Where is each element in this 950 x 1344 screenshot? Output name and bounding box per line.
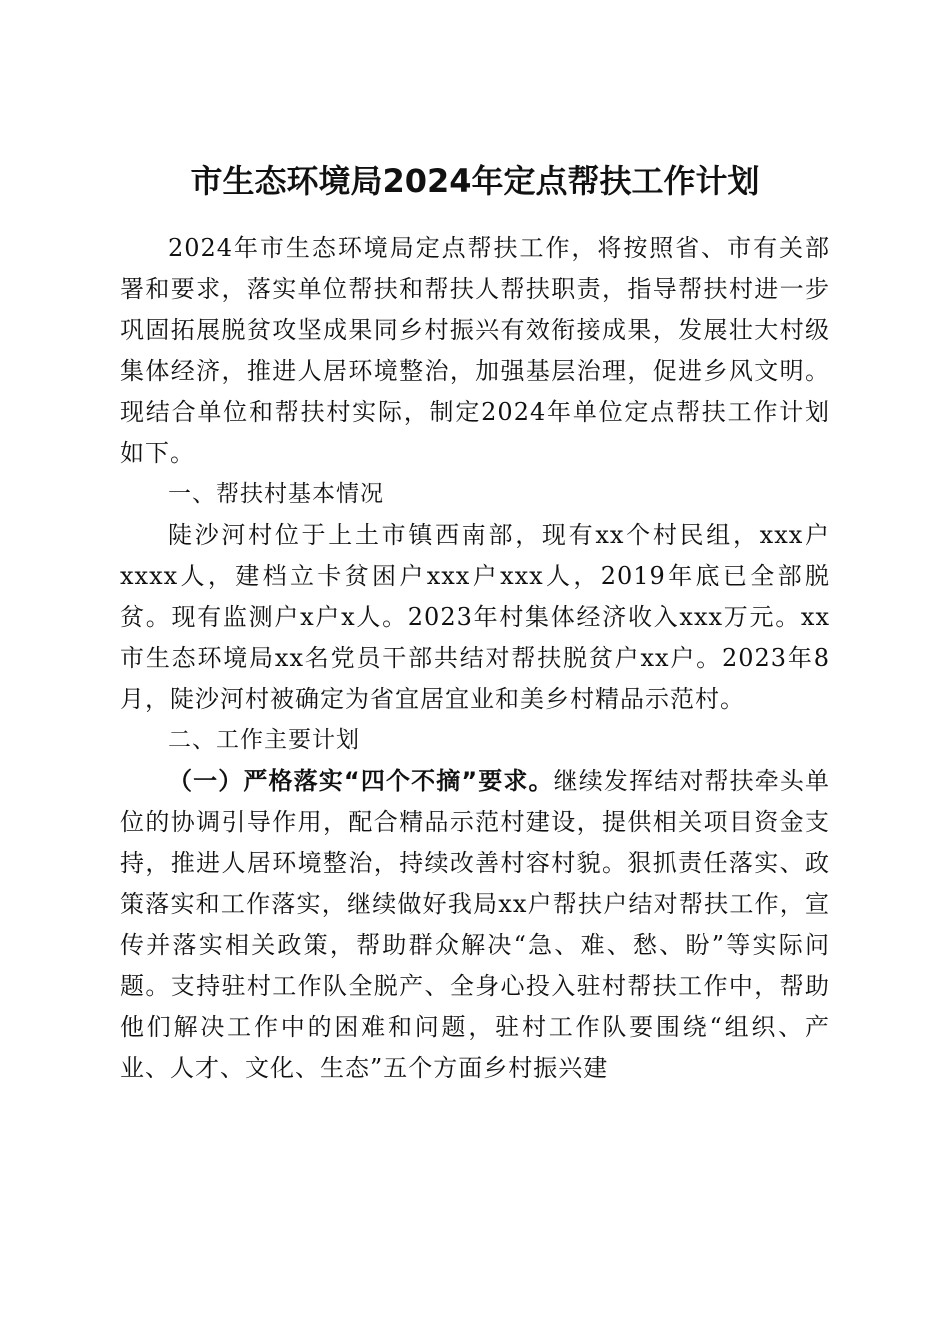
document-title: 市生态环境局2024年定点帮扶工作计划 — [190, 162, 760, 201]
intro-paragraph: 2024年市生态环境局定点帮扶工作，将按照省、市有关部署和要求，落实单位帮扶和帮扶人帮扶职责，指导帮扶村进一步巩固拓展脱贫攻坚成果同乡村振兴有效衔接成果，发展壮大村级集体经济，推进人居环境整治，加强基层治理，促进乡风文明。现结合单位和帮扶村实际，制定2024年单位定点帮扶工作计划如下。 — [120, 234, 830, 467]
document-body — [120, 228, 830, 1089]
section-1-heading: 一、帮扶村基本情况 — [168, 481, 384, 507]
section-1-paragraph: 陡沙河村位于上土市镇西南部，现有xx个村民组，xxx户xxxx人，建档立卡贫困户xxx户xxx人，2019年底已全部脱贫。现有监测户x户x人。2023年村集体经济收入xxx万元。xx市生态环境局xx名党员干部共结对帮扶脱贫户xx户。2023年8月，陡沙河村被确定为省宜居宜业和美乡村精品示范村。 — [120, 521, 830, 713]
section-2-sub-1-paragraph — [120, 761, 830, 1089]
section-2-sub-1-heading: （一）严格落实“四个不摘”要求。 — [168, 767, 554, 795]
section-2-heading: 二、工作主要计划 — [168, 727, 360, 753]
section-2-sub-1-text: 继续发挥结对帮扶牵头单位的协调引导作用，配合精品示范村建设，提供相关项目资金支持，推进人居环境整治，持续改善村容村貌。狠抓责任落实、政策落实和工作落实，继续做好我局xx户帮扶户结对帮扶工作，宣传并落实相关政策，帮助群众解决“急、难、愁、盼”等实际问题。支持驻村工作队全脱产、全身心投入驻村帮扶工作中，帮助他们解决工作中的困难和问题，驻村工作队要围绕“组织、产业、人才、文化、生态”五个方面乡村振兴建 — [120, 767, 830, 1082]
